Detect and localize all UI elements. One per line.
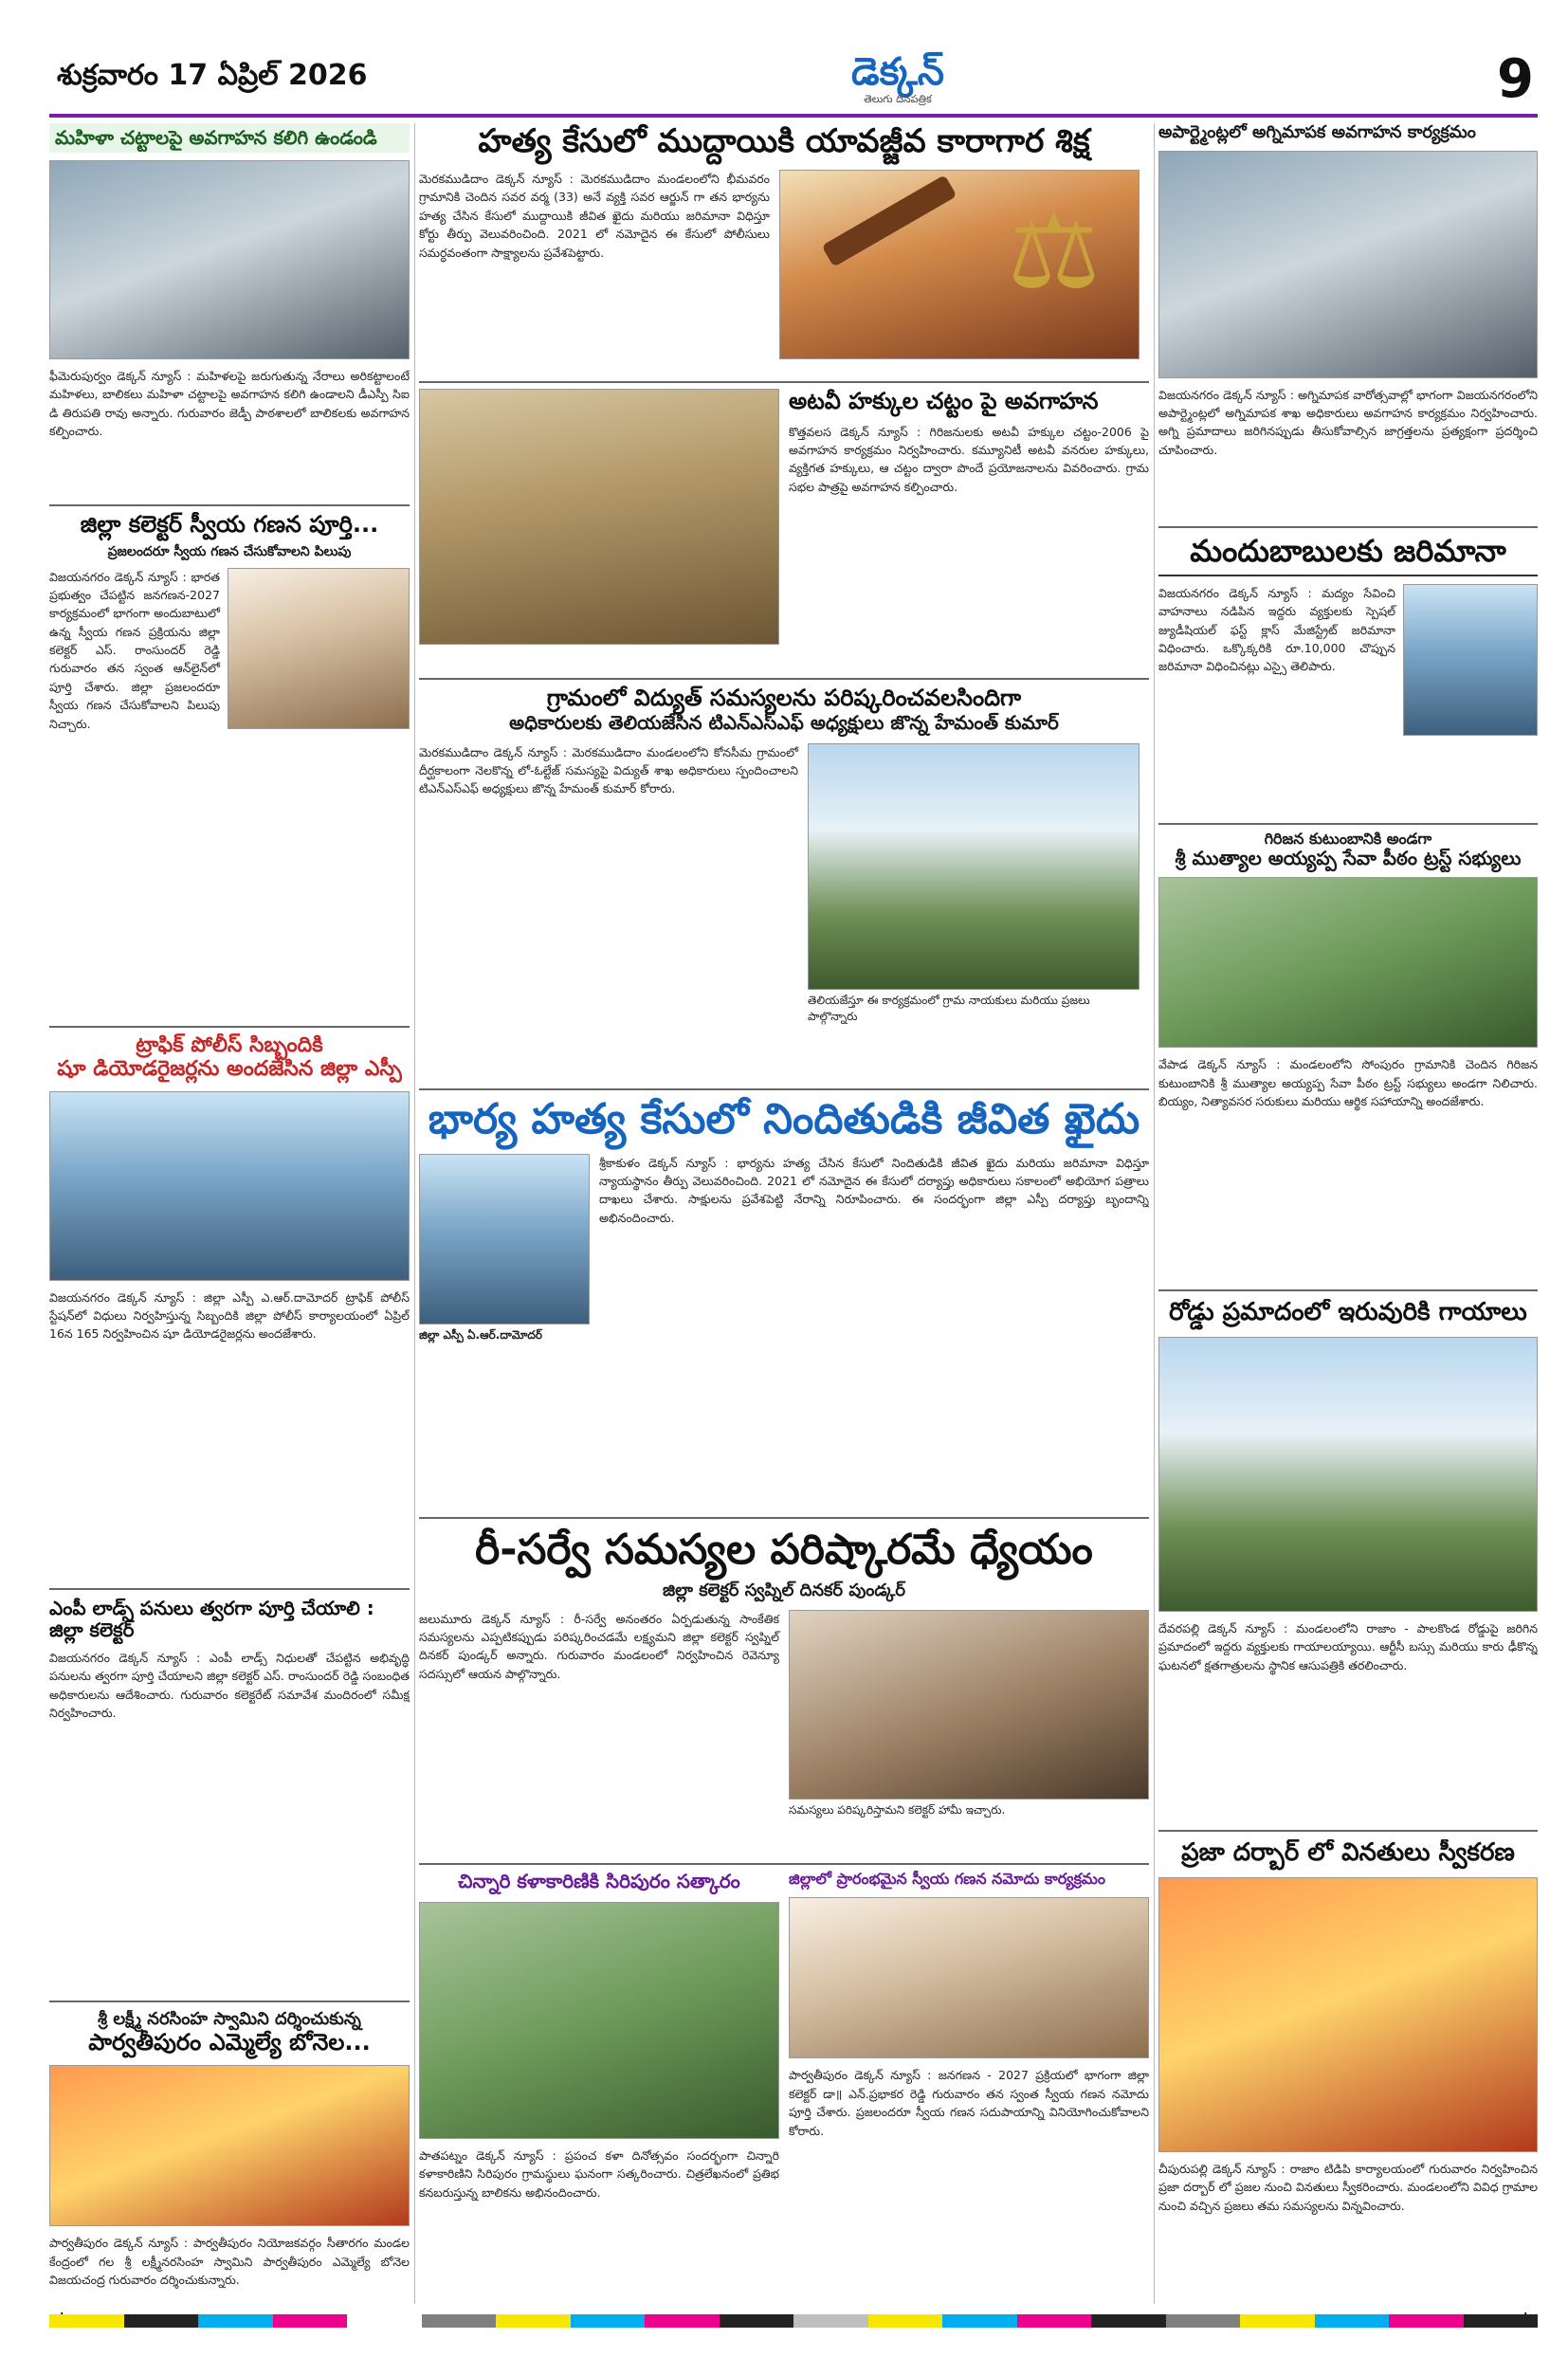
section-divider: [419, 1863, 1149, 1865]
article-drunk-driving-fine: [1158, 534, 1538, 818]
photo-praja-darbar: [1158, 1877, 1538, 2152]
article-fire-awareness: [1158, 123, 1538, 521]
photo-collector-computer: [228, 568, 410, 729]
newspaper-logo: [808, 51, 988, 110]
section-divider: [1158, 526, 1538, 528]
article-praja-darbar: [1158, 1839, 1538, 2294]
article-wife-murder: [419, 1096, 1149, 1513]
color-swatch: [868, 2314, 943, 2328]
article-body: పాతపట్నం డెక్కన్ న్యూస్ : ప్రపంచ కళా దినోత్సవం సందర్భంగా చిన్నారి కళాకారిణిని సిరిపురం గ్రామస్థులు ఘనంగా సత్కరించారు. చిత్రలేఖనంలో ప్రతిభ కనబరుస్తున్న బాలికను అభినందించారు.: [419, 2148, 779, 2200]
article-body: విజయనగరం డెక్కన్ న్యూస్ : భారత ప్రభుత్వం చేపట్టిన జనగణన-2027 కార్యక్రమంలో భాగంగా అందుబాటులో ఉన్న స్వీయ గణన ప్రక్రియను జిల్లా కలెక్టర్ ఎస్. రాంసుందర్ రెడ్డి గురువారం తన స్వంత ఆన్‌లైన్‌లో పూర్తి చేశారు. జిల్లా ప్రజలందరూ స్వీయ గణన చేసుకోవాలని పిలుపు నిచ్చారు.: [49, 569, 220, 731]
photo-trust-members: [1158, 877, 1538, 1048]
headline: జిల్లా కలెక్టర్ స్వీయ గణన పూర్తి...: [80, 512, 379, 538]
headline: ప్రజా దర్బార్ లో వినతులు స్వీకరణ: [1181, 1839, 1515, 1867]
color-swatch: [571, 2314, 646, 2328]
article-mp-lads: [49, 1598, 410, 1996]
section-divider: [49, 1026, 410, 1028]
color-swatch: [1240, 2314, 1315, 2328]
logo-subtitle: తెలుగు దినపత్రిక: [864, 93, 932, 105]
article-ayyappa-trust: [1158, 831, 1538, 1286]
color-swatch: [1389, 2314, 1464, 2328]
color-swatch: [49, 2314, 124, 2328]
color-swatch: [124, 2314, 199, 2328]
color-swatch: [347, 2314, 422, 2328]
article-body: పార్వతీపురం డెక్కన్ న్యూస్ : పార్వతీపురం నియోజకవర్గం సీతారగం మండల కేంద్రంలో గల శ్రీ లక్ష్మీనరసింహ స్వామిని పార్వతీపురం ఎమ్మెల్యే బోనెల విజయచంద్ర గురువారం దర్శించుకున్నారు.: [49, 2236, 410, 2288]
headline: రీ-సర్వే సమస్యల పరిష్కారమే ధ్యేయం: [475, 1526, 1093, 1574]
headline: ఎంపీ లాడ్స్ పనులు త్వరగా పూర్తి చేయాలి : జిల్లా కలెక్టర్: [49, 1598, 374, 1641]
color-swatch: [1315, 2314, 1390, 2328]
photo-temple: [49, 2065, 410, 2226]
article-traffic-police: [49, 1033, 410, 1583]
photo-revenue-meeting: [789, 1610, 1149, 1800]
headline: ట్రాఫిక్ పోలీస్ సిబ్బందికి: [136, 1033, 323, 1057]
article-body: వేపాడ డెక్కన్ న్యూస్ : మండలంలోని సోంపురం గ్రామానికి చెందిన గిరిజన కుటుంబానికి శ్రీ ముత్యాల అయ్యప్ప సేవా పీఠం ట్రస్ట్ సభ్యులు అండగా నిలిచారు. బియ్యం, నిత్యావసర సరుకులు మరియు ఆర్థిక సహాయాన్ని అందజేశారు.: [1158, 1057, 1538, 1109]
article-body: జలుమూరు డెక్కన్ న్యూస్ : రీ-సర్వే అనంతరం ఏర్పడుతున్న సాంకేతిక సమస్యలను ఎప్పటికప్పుడు పరిష్కరించడమే లక్ష్యమని జిల్లా కలెక్టర్ స్వప్నిల్ దినకర్ పుండ్కర్ అన్నారు. గురువారం మండలంలో నిర్వహించిన రెవెన్యూ సదస్సులో ఆయన పాల్గొన్నారు.: [419, 1611, 779, 1681]
logo-text: డెక్కన్: [851, 50, 944, 94]
photo-superintendent: [419, 1154, 590, 1325]
headline: జిల్లాలో ప్రారంభమైన స్వీయ గణన నమోదు కార్యక్రమం: [789, 1871, 1105, 1888]
subheadline: ప్రజలందరూ స్వీయ గణన చేసుకోవాలని పిలుపు: [107, 543, 352, 559]
article-murder-life-sentence: [419, 123, 1149, 379]
photo-caption: తెలియజేస్తూ ఈ కార్యక్రమంలో గ్రామ నాయకులు మరియు ప్రజలు పాల్గొన్నారు: [808, 993, 1090, 1023]
column-divider: [1154, 123, 1155, 2304]
issue-date: శుక్రవారం 17 ఏప్రిల్ 2026: [57, 59, 368, 92]
headline: చిన్నారి కళాకారిణికి సిరిపురం సత్కారం: [458, 1871, 740, 1892]
color-swatch: [1166, 2314, 1241, 2328]
article-body: మెరకముడిదాం డెక్కన్ న్యూస్ : మెరకముడిదాం మండలంలోని భీమవరం గ్రామానికి చెందిన సవర వర్మ (33) అనే వ్యక్తి సవర ఆర్జున్ గా తన భార్యను హత్య చేసిన కేసులో ముద్దాయికి జీవిత ఖైదు మరియు జరిమానా విధిస్తూ కోర్టు తీర్పు వెలువరించింది. 2021 లో నమోదైన ఈ కేసులో పోలీసులు సమర్ధవంతంగా సాక్ష్యాలను ప్రవేశపెట్టారు.: [419, 172, 770, 260]
article-body: చీపురుపల్లి డెక్కన్ న్యూస్ : రాజాం టిడిపి కార్యాలయంలో గురువారం నిర్వహించిన ప్రజా దర్బార్ లో ప్రజల నుంచి వినతులు స్వీకరించారు. మండలంలోని వివిధ గ్రామాల నుంచి వచ్చిన ప్రజలు తమ సమస్యలను విన్నవించారు.: [1158, 2161, 1538, 2213]
article-self-census: [789, 1871, 1149, 2297]
headline: అపార్ట్మెంట్లలో అగ్నిమాపక అవగాహన కార్యక్రమం: [1158, 123, 1476, 142]
section-divider: [419, 1088, 1149, 1090]
section-divider: [419, 1517, 1149, 1519]
photo-caption: జిల్లా ఎస్పీ ఏ.ఆర్.దామోదర్: [419, 1327, 542, 1342]
section-divider: [419, 381, 1149, 383]
section-divider: [1158, 1289, 1538, 1291]
article-women-laws: [49, 123, 410, 502]
section-divider: [419, 678, 1149, 680]
article-electricity-issues: [419, 685, 1149, 1084]
section-divider: [49, 1588, 410, 1590]
article-body: మెరకముడిదాం డెక్కన్ న్యూస్ : మెరకముడిదాం మండలంలోని కోనసీమ గ్రామంలో దీర్ఘకాలంగా నెలకొన్న లో-ఓల్టేజ్ సమస్యపై విద్యుత్ శాఖ అధికారులు స్పందించాలని టిఎన్ఎస్ఎఫ్ అధ్యక్షులు జొన్న హేమంత్ కుమార్ కోరారు.: [419, 744, 798, 796]
photo-officer: [1403, 584, 1538, 736]
column-divider: [414, 123, 415, 2304]
color-swatch: [720, 2314, 794, 2328]
subheadline: జిల్లా కలెక్టర్ స్వప్నిల్ దినకర్ పుండ్కర్: [662, 1580, 906, 1600]
page-number: 9: [1497, 48, 1534, 110]
article-body: ఫీమెరుపుర్వం డెక్కన్ న్యూస్ : మహిళలపై జరుగుతున్న నేరాలు అరికట్టాలంటే మహిళలు, బాలికలు మహిళా చట్టాలపై అవగాహన కలిగి ఉండాలని డీఎస్పీ సిఐ డి తిరుపతి రావు అన్నారు. గురువారం జెడ్పీ పాఠశాలలో బాలికలకు అవగాహన కల్పించారు.: [49, 369, 410, 439]
article-body: శ్రీకాకుళం డెక్కన్ న్యూస్ : భార్యను హత్య చేసిన కేసులో నిందితుడికి జీవిత ఖైదు మరియు జరిమానా విధిస్తూ న్యాయస్థానం తీర్పు వెలువరించింది. 2021 లో నమోదైన ఈ కేసులో దర్యాప్తు అధికారులు సకాలంలో అభియోగ పత్రాలు దాఖలు చేశారు. సాక్షులను ప్రవేశపెట్టి నేరాన్ని నిరూపించారు. ఈ సందర్భంగా జిల్లా ఎస్పీ దర్యాప్తు బృందాన్ని అభినందించారు.: [599, 1155, 1149, 1225]
photo-police-ceremony: [49, 1091, 410, 1281]
section-divider: [1158, 1830, 1538, 1832]
headline: భార్య హత్య కేసులో నిందితుడికి జీవిత ఖైదు: [428, 1096, 1140, 1143]
photo-census-launch: [789, 1897, 1149, 2058]
article-road-accident: [1158, 1299, 1538, 1830]
color-registration-bar: [49, 2313, 1538, 2329]
photo-felicitation: [419, 1902, 779, 2139]
headline-kicker: గిరిజన కుటుంబానికి అండగా: [1264, 831, 1432, 848]
headline: శ్రీ ముత్యాల అయ్యప్ప సేవా పీఠం ట్రస్ట్ సభ్యులు: [1175, 847, 1522, 870]
headline: హత్య కేసులో ముద్దాయికి యావజ్జీవ కారాగార శిక్ష: [478, 123, 1090, 160]
section-divider: [1158, 823, 1538, 825]
article-body: దేవరపల్లి డెక్కన్ న్యూస్ : మండలంలోని రాజాం - పాలకొండ రోడ్డుపై జరిగిన ప్రమాదంలో ఇద్దరు వ్యక్తులకు గాయాలయ్యాయి. ఆర్టీసీ బస్సు మరియు కారు ఢీకొన్న ఘటనలో క్షతగాత్రులను స్థానిక ఆసుపత్రికి తరలించారు.: [1158, 1620, 1538, 1672]
headline-line2: పార్వతీపురం ఎమ్మెల్యే బోనెల...: [88, 2028, 371, 2056]
headline: గ్రామంలో విద్యుత్ సమస్యలను పరిష్కరించవలసిందిగా: [546, 685, 1022, 711]
color-swatch: [1464, 2314, 1539, 2328]
headline: శ్రీ లక్ష్మీ నరసింహ స్వామిని దర్శించుకున్న: [98, 2010, 361, 2029]
article-resurvey: [419, 1526, 1149, 1858]
photo-gavel-scales: [779, 170, 1140, 359]
article-body: విజయనగరం డెక్కన్ న్యూస్ : అగ్నిమాపక వారోత్సవాల్లో భాగంగా విజయనగరంలోని అపార్ట్మెంట్లలో అగ్నిమాపక శాఖ అధికారులు అవగాహన కార్యక్రమం నిర్వహించారు. అగ్ని ప్రమాదాలు జరిగినప్పుడు తీసుకోవాల్సిన జాగ్రత్తలను ప్రత్యక్షంగా ప్రదర్శించి చూపించారు.: [1158, 387, 1538, 457]
color-swatch: [422, 2314, 497, 2328]
color-swatch: [273, 2314, 348, 2328]
color-swatch: [1091, 2314, 1166, 2328]
headline-line2: అధికారులకు తెలియజేసిన టిఎన్ఎస్ఎఫ్ అధ్యక్షులు జొన్న హేమంత్ కుమార్: [509, 710, 1059, 734]
article-body: కొత్తవలస డెక్కన్ న్యూస్ : గిరిజనులకు అటవీ హక్కుల చట్టం-2006 పై అవగాహన కార్యక్రమం నిర్వహించారు. కమ్యూనిటీ అటవీ వనరుల హక్కులు, వ్యక్తిగత హక్కులు, ఆ చట్టం ద్వారా పొందే ప్రయోజనాలను వివరించారు. గ్రామ సభల పాత్రపై అవగాహన కల్పించారు.: [789, 424, 1149, 494]
photo-awareness-meeting: [49, 160, 410, 359]
color-swatch: [496, 2314, 571, 2328]
gavel-icon: [822, 174, 957, 267]
section-divider: [49, 2001, 410, 2002]
article-child-artist: [419, 1871, 779, 2297]
headline-line2: షూ డియోడరైజర్లను అందజేసిన జిల్లా ఎస్పీ: [57, 1057, 402, 1082]
masthead: [49, 49, 1538, 118]
color-swatch: [198, 2314, 273, 2328]
headline: రోడ్డు ప్రమాదంలో ఇరువురికి గాయాలు: [1169, 1299, 1527, 1326]
color-swatch: [645, 2314, 720, 2328]
photo-fire-demo: [1158, 151, 1538, 378]
article-body: విజయనగరం డెక్కన్ న్యూస్ : మద్యం సేవించి వాహనాలు నడిపిన ఇద్దరు వ్యక్తులకు స్పెషల్ జ్యుడీషియల్ ఫస్ట్ క్లాస్ మేజిస్ట్రేట్ జరిమానా విధించారు. ఒక్కొక్కరికి రూ.10,000 చొప్పున జరిమానా విధించినట్లు ఎస్సై తెలిపారు.: [1158, 585, 1395, 674]
article-body: విజయనగరం డెక్కన్ న్యూస్ : ఎంపీ లాడ్స్ నిధులతో చేపట్టిన అభివృద్ధి పనులను త్వరగా పూర్తి చేయాలని జిల్లా కలెక్టర్ ఎస్. రాంసుందర్ రెడ్డి సంబంధిత అధికారులను ఆదేశించారు. గురువారం కలెక్టరేట్ సమావేశ మందిరంలో సమీక్ష నిర్వహించారు.: [49, 1651, 410, 1721]
headline: అటవీ హక్కుల చట్టం పై అవగాహన: [789, 389, 1099, 414]
article-collector-census: [49, 512, 410, 1024]
color-swatch: [793, 2314, 868, 2328]
headline: మహిళా చట్టాలపై అవగాహన కలిగి ఉండండి: [49, 123, 410, 153]
article-temple-visit: [49, 2010, 410, 2294]
article-body: విజయనగరం డెక్కన్ న్యూస్ : జిల్లా ఎస్పీ ఎ.ఆర్.దామోదర్ ట్రాఫిక్ పోలీస్ స్టేషన్‌లో విధులు నిర్వహిస్తున్న సిబ్బందికి జిల్లా పోలీస్ కార్యాలయంలో ఏప్రిల్ 16న 165 నిర్వహించిన షూ డియోడరైజర్లను అందజేశారు.: [49, 1289, 410, 1342]
color-swatch: [1017, 2314, 1092, 2328]
headline: మందుబాబులకు జరిమానా: [1158, 534, 1538, 576]
photo-transformer: [808, 743, 1140, 990]
photo-forest-rights-meeting: [419, 389, 779, 645]
section-divider: [49, 504, 410, 506]
photo-bus-accident: [1158, 1337, 1538, 1612]
scales-icon: ⚖: [1007, 191, 1101, 313]
article-forest-rights: [419, 389, 1149, 673]
color-swatch: [942, 2314, 1017, 2328]
photo-caption: సమస్యలు పరిష్కరిస్తామని కలెక్టర్ హామీ ఇచ్చారు.: [789, 1802, 1006, 1817]
article-body: పార్వతీపురం డెక్కన్ న్యూస్ : జనగణన - 2027 ప్రక్రియలో భాగంగా జిల్లా కలెక్టర్ డా॥ ఎన్.ప్రభాకర రెడ్డి గురువారం తన స్వంత స్వీయ గణన నమోదు పూర్తి చేశారు. ప్రజలందరూ స్వీయ గణన సదుపాయాన్ని వినియోగించుకోవాలని కోరారు.: [789, 2068, 1149, 2138]
